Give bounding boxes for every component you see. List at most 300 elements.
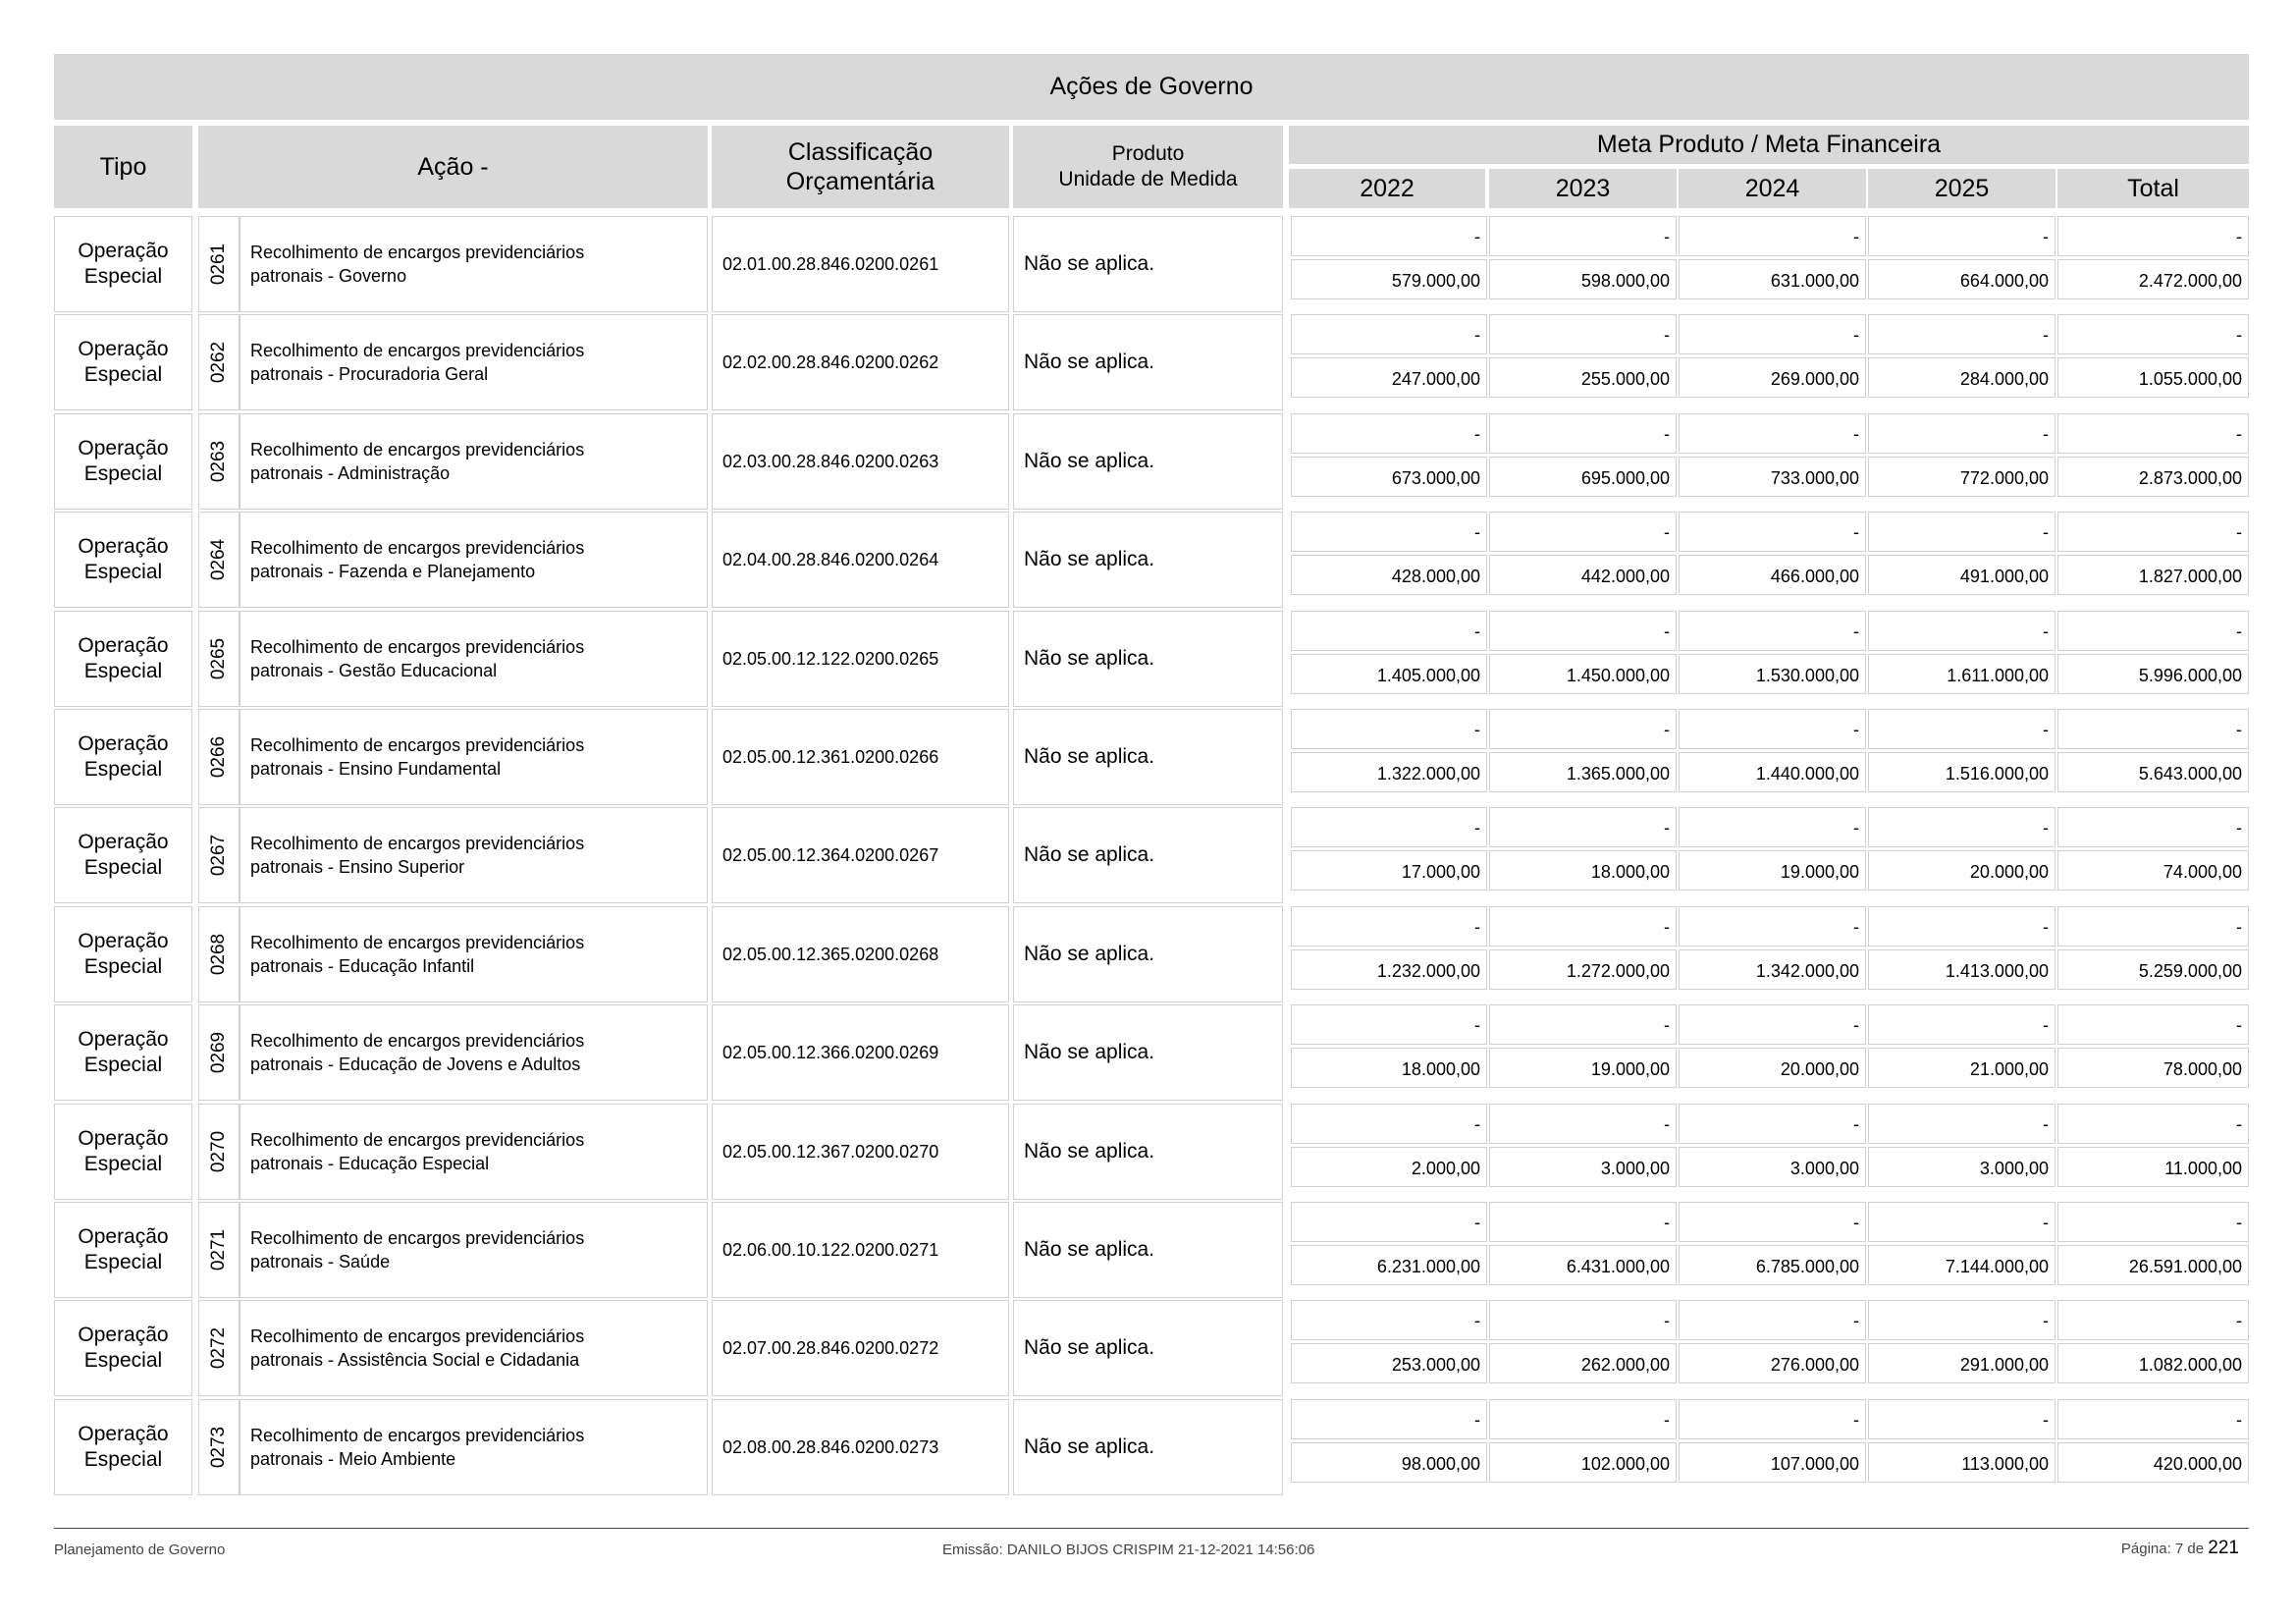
- header-classificacao: [712, 126, 1009, 208]
- meta-produto-cell: -: [1291, 413, 1487, 454]
- header-meta-label: Meta Produto / Meta Financeira: [1596, 131, 1942, 158]
- meta-produto-cell: -: [1489, 1300, 1677, 1340]
- meta-financeira-cell: 18.000,00: [1489, 850, 1677, 891]
- meta-produto-cell: -: [1489, 1104, 1677, 1144]
- classificacao-cell: [712, 413, 1009, 510]
- header-produto: [1013, 126, 1283, 208]
- meta-produto-cell: -: [1679, 1202, 1866, 1242]
- tipo-line2: Especial: [83, 1251, 163, 1273]
- produto-cell: [1013, 216, 1283, 312]
- action-name-line1: Recolhimento de encargos previdenciários: [250, 440, 585, 460]
- tipo-line2: Especial: [83, 363, 163, 386]
- meta-financeira-cell: 21.000,00: [1868, 1048, 2056, 1088]
- classificacao-value: 02.05.00.12.367.0200.0270: [722, 1141, 939, 1162]
- action-code-cell: [198, 807, 240, 903]
- action-name-cell: [240, 1104, 708, 1200]
- classificacao-cell: [712, 1004, 1009, 1101]
- footer-divider: [54, 1528, 2249, 1529]
- tipo-line1: Operação: [78, 1423, 169, 1445]
- meta-produto-cell: -: [1868, 1300, 2056, 1340]
- tipo-cell: [54, 1004, 192, 1101]
- tipo-cell: [54, 1399, 192, 1495]
- tipo-line1: Operação: [78, 1324, 169, 1346]
- action-name-cell: [240, 709, 708, 805]
- meta-financeira-cell: 466.000,00: [1679, 555, 1866, 595]
- meta-financeira-cell: 102.000,00: [1489, 1442, 1677, 1483]
- produto-cell: [1013, 413, 1283, 510]
- action-name-cell: [240, 413, 708, 510]
- meta-financeira-cell: 19.000,00: [1679, 850, 1866, 891]
- action-name-line1: Recolhimento de encargos previdenciários: [250, 834, 585, 853]
- meta-produto-cell: -: [1679, 1104, 1866, 1144]
- action-code: 0270: [208, 1130, 229, 1173]
- table-row: [0, 1104, 2296, 1200]
- action-name-line1: Recolhimento de encargos previdenciários: [250, 933, 585, 952]
- meta-produto-cell: -: [2057, 611, 2249, 651]
- meta-financeira-cell: 1.827.000,00: [2057, 555, 2249, 595]
- action-name-cell: [240, 216, 708, 312]
- meta-financeira-cell: 17.000,00: [1291, 850, 1487, 891]
- header-acao: [198, 126, 708, 208]
- tipo-line2: Especial: [83, 561, 163, 583]
- produto-cell: [1013, 314, 1283, 410]
- action-code: 0264: [208, 538, 229, 581]
- classificacao-value: 02.01.00.28.846.0200.0261: [722, 253, 939, 274]
- action-code-cell: [198, 512, 240, 608]
- classificacao-value: 02.07.00.28.846.0200.0272: [722, 1337, 939, 1358]
- header-produto-line2: Unidade de Medida: [1058, 168, 1238, 190]
- meta-produto-cell: -: [1489, 413, 1677, 454]
- meta-financeira-cell: 276.000,00: [1679, 1343, 1866, 1383]
- action-code-cell: [198, 216, 240, 312]
- header-tipo-label: Tipo: [99, 152, 147, 181]
- action-code: 0267: [208, 834, 229, 877]
- action-name-cell: [240, 1004, 708, 1101]
- produto-value: Não se aplica.: [1024, 450, 1155, 472]
- meta-financeira-cell: 26.591.000,00: [2057, 1245, 2249, 1285]
- header-meta: [1289, 126, 2249, 164]
- meta-financeira-cell: 491.000,00: [1868, 555, 2056, 595]
- meta-produto-cell: -: [1679, 314, 1866, 354]
- produto-cell: [1013, 512, 1283, 608]
- meta-produto-cell: -: [1679, 611, 1866, 651]
- meta-produto-cell: -: [2057, 1399, 2249, 1439]
- tipo-cell: [54, 807, 192, 903]
- action-code-cell: [198, 1399, 240, 1495]
- tipo-cell: [54, 216, 192, 312]
- action-code-cell: [198, 1004, 240, 1101]
- meta-produto-cell: -: [1291, 1399, 1487, 1439]
- action-code: 0272: [208, 1326, 229, 1370]
- tipo-line1: Operação: [78, 535, 169, 558]
- meta-financeira-cell: 20.000,00: [1679, 1048, 1866, 1088]
- produto-value: Não se aplica.: [1024, 1435, 1155, 1458]
- action-name-cell: [240, 314, 708, 410]
- produto-value: Não se aplica.: [1024, 1041, 1155, 1063]
- page-title: Ações de Governo: [54, 54, 2249, 120]
- meta-produto-cell: -: [1868, 413, 2056, 454]
- produto-value: Não se aplica.: [1024, 1238, 1155, 1261]
- meta-produto-cell: -: [1291, 512, 1487, 552]
- action-name-line2: patronais - Assistência Social e Cidadania: [250, 1350, 580, 1370]
- action-name-cell: [240, 512, 708, 608]
- action-name-cell: [240, 611, 708, 707]
- produto-value: Não se aplica.: [1024, 351, 1155, 373]
- action-code: 0271: [208, 1228, 229, 1271]
- table-row: [0, 1399, 2296, 1495]
- tipo-cell: [54, 1104, 192, 1200]
- tipo-cell: [54, 1202, 192, 1298]
- footer-page: [2121, 1538, 2239, 1559]
- meta-produto-cell: -: [1679, 807, 1866, 847]
- meta-financeira-cell: 673.000,00: [1291, 457, 1487, 497]
- header-classificacao-line2: Orçamentária: [785, 168, 935, 195]
- tipo-line1: Operação: [78, 930, 169, 952]
- meta-produto-cell: -: [1291, 1300, 1487, 1340]
- header-acao-label: Ação -: [417, 152, 489, 181]
- meta-financeira-cell: 78.000,00: [2057, 1048, 2249, 1088]
- meta-produto-cell: -: [1489, 709, 1677, 749]
- meta-produto-cell: -: [2057, 709, 2249, 749]
- table-row: [0, 216, 2296, 312]
- meta-produto-cell: -: [2057, 512, 2249, 552]
- table-row: [0, 1004, 2296, 1101]
- classificacao-cell: [712, 1399, 1009, 1495]
- action-name-line1: Recolhimento de encargos previdenciários: [250, 243, 585, 262]
- tipo-cell: [54, 413, 192, 510]
- meta-produto-cell: -: [2057, 807, 2249, 847]
- tipo-line2: Especial: [83, 1054, 163, 1076]
- footer-emission: Emissão: DANILO BIJOS CRISPIM 21-12-2021 14:56:06: [942, 1542, 1315, 1558]
- meta-produto-cell: -: [1291, 709, 1487, 749]
- meta-produto-cell: -: [1489, 1399, 1677, 1439]
- produto-cell: [1013, 709, 1283, 805]
- action-name-line1: Recolhimento de encargos previdenciários: [250, 538, 585, 558]
- produto-value: Não se aplica.: [1024, 647, 1155, 670]
- tipo-line2: Especial: [83, 1153, 163, 1175]
- classificacao-value: 02.08.00.28.846.0200.0273: [722, 1436, 939, 1457]
- table-row: [0, 314, 2296, 410]
- header-produto-line1: Produto: [1111, 142, 1185, 165]
- action-code-cell: [198, 1104, 240, 1200]
- table-row: [0, 1202, 2296, 1298]
- meta-financeira-cell: 1.405.000,00: [1291, 654, 1487, 694]
- action-name-line2: patronais - Administração: [250, 463, 451, 483]
- meta-financeira-cell: 1.413.000,00: [1868, 949, 2056, 990]
- action-name-cell: [240, 1202, 708, 1298]
- action-code: 0269: [208, 1031, 229, 1074]
- action-name-line2: patronais - Educação Infantil: [250, 956, 475, 976]
- meta-financeira-cell: 3.000,00: [1679, 1147, 1866, 1187]
- tipo-cell: [54, 611, 192, 707]
- meta-financeira-cell: 5.643.000,00: [2057, 752, 2249, 792]
- header-year-2022: [1289, 169, 1485, 208]
- meta-produto-cell: -: [1868, 314, 2056, 354]
- meta-produto-cell: -: [2057, 1202, 2249, 1242]
- meta-produto-cell: -: [1291, 611, 1487, 651]
- tipo-line2: Especial: [83, 660, 163, 682]
- action-code: 0268: [208, 933, 229, 976]
- meta-produto-cell: -: [2057, 216, 2249, 256]
- meta-produto-cell: -: [1868, 512, 2056, 552]
- header-year-2025: [1868, 169, 2056, 208]
- action-code-cell: [198, 709, 240, 805]
- tipo-line1: Operação: [78, 732, 169, 755]
- classificacao-value: 02.02.00.28.846.0200.0262: [722, 352, 939, 372]
- header-year-label: 2022: [1360, 174, 1415, 202]
- produto-cell: [1013, 807, 1283, 903]
- classificacao-cell: [712, 611, 1009, 707]
- tipo-line1: Operação: [78, 338, 169, 360]
- produto-cell: [1013, 1004, 1283, 1101]
- meta-financeira-cell: 420.000,00: [2057, 1442, 2249, 1483]
- meta-financeira-cell: 247.000,00: [1291, 357, 1487, 398]
- tipo-line2: Especial: [83, 1448, 163, 1471]
- action-name-cell: [240, 1300, 708, 1396]
- meta-produto-cell: -: [1868, 1202, 2056, 1242]
- tipo-line2: Especial: [83, 265, 163, 288]
- meta-produto-cell: -: [1868, 906, 2056, 947]
- action-name-cell: [240, 1399, 708, 1495]
- meta-financeira-cell: 1.440.000,00: [1679, 752, 1866, 792]
- produto-value: Não se aplica.: [1024, 943, 1155, 965]
- action-code-cell: [198, 611, 240, 707]
- action-code: 0265: [208, 637, 229, 680]
- header-year-label: 2024: [1744, 174, 1800, 202]
- action-name-line2: patronais - Fazenda e Planejamento: [250, 562, 536, 581]
- classificacao-cell: [712, 807, 1009, 903]
- produto-value: Não se aplica.: [1024, 745, 1155, 768]
- meta-financeira-cell: 1.232.000,00: [1291, 949, 1487, 990]
- classificacao-value: 02.06.00.10.122.0200.0271: [722, 1239, 939, 1260]
- action-name-line1: Recolhimento de encargos previdenciários: [250, 1130, 585, 1150]
- meta-produto-cell: -: [1868, 216, 2056, 256]
- produto-cell: [1013, 611, 1283, 707]
- classificacao-cell: [712, 709, 1009, 805]
- meta-financeira-cell: 695.000,00: [1489, 457, 1677, 497]
- produto-value: Não se aplica.: [1024, 843, 1155, 866]
- meta-financeira-cell: 6.431.000,00: [1489, 1245, 1677, 1285]
- meta-financeira-cell: 2.472.000,00: [2057, 259, 2249, 299]
- action-name-line2: patronais - Procuradoria Geral: [250, 364, 489, 384]
- table-row: [0, 413, 2296, 510]
- produto-value: Não se aplica.: [1024, 1140, 1155, 1163]
- tipo-line2: Especial: [83, 462, 163, 485]
- table-row: [0, 709, 2296, 805]
- table-row: [0, 611, 2296, 707]
- meta-produto-cell: -: [1291, 314, 1487, 354]
- tipo-cell: [54, 1300, 192, 1396]
- meta-financeira-cell: 20.000,00: [1868, 850, 2056, 891]
- classificacao-value: 02.04.00.28.846.0200.0264: [722, 549, 939, 569]
- produto-cell: [1013, 906, 1283, 1002]
- tipo-line2: Especial: [83, 856, 163, 879]
- meta-financeira-cell: 1.055.000,00: [2057, 357, 2249, 398]
- header-tipo: [54, 126, 192, 208]
- meta-financeira-cell: 269.000,00: [1679, 357, 1866, 398]
- meta-financeira-cell: 733.000,00: [1679, 457, 1866, 497]
- action-code: 0266: [208, 735, 229, 779]
- meta-financeira-cell: 18.000,00: [1291, 1048, 1487, 1088]
- classificacao-value: 02.05.00.12.361.0200.0266: [722, 746, 939, 767]
- classificacao-cell: [712, 906, 1009, 1002]
- meta-produto-cell: -: [1291, 807, 1487, 847]
- meta-financeira-cell: 1.365.000,00: [1489, 752, 1677, 792]
- classificacao-value: 02.05.00.12.366.0200.0269: [722, 1042, 939, 1062]
- produto-value: Não se aplica.: [1024, 252, 1155, 275]
- produto-cell: [1013, 1399, 1283, 1495]
- meta-financeira-cell: 255.000,00: [1489, 357, 1677, 398]
- classificacao-cell: [712, 1300, 1009, 1396]
- meta-financeira-cell: 1.272.000,00: [1489, 949, 1677, 990]
- classificacao-value: 02.05.00.12.122.0200.0265: [722, 648, 939, 669]
- meta-produto-cell: -: [1868, 709, 2056, 749]
- meta-financeira-cell: 11.000,00: [2057, 1147, 2249, 1187]
- classificacao-value: 02.05.00.12.364.0200.0267: [722, 844, 939, 865]
- meta-financeira-cell: 7.144.000,00: [1868, 1245, 2056, 1285]
- meta-produto-cell: -: [1679, 216, 1866, 256]
- meta-produto-cell: -: [1679, 1399, 1866, 1439]
- meta-produto-cell: -: [2057, 1004, 2249, 1045]
- action-name-line1: Recolhimento de encargos previdenciários: [250, 341, 585, 360]
- meta-produto-cell: -: [1868, 807, 2056, 847]
- meta-financeira-cell: 74.000,00: [2057, 850, 2249, 891]
- action-name-line1: Recolhimento de encargos previdenciários: [250, 735, 585, 755]
- header-year-2023: [1489, 169, 1677, 208]
- tipo-line2: Especial: [83, 1349, 163, 1372]
- meta-financeira-cell: 664.000,00: [1868, 259, 2056, 299]
- tipo-line1: Operação: [78, 634, 169, 657]
- produto-cell: [1013, 1202, 1283, 1298]
- header-year-label: 2023: [1555, 174, 1611, 202]
- meta-produto-cell: -: [2057, 314, 2249, 354]
- action-name-line2: patronais - Educação de Jovens e Adultos: [250, 1055, 581, 1074]
- action-name-cell: [240, 807, 708, 903]
- tipo-cell: [54, 709, 192, 805]
- meta-produto-cell: -: [1489, 906, 1677, 947]
- tipo-line1: Operação: [78, 1127, 169, 1150]
- action-name-line1: Recolhimento de encargos previdenciários: [250, 1031, 585, 1051]
- action-name-line2: patronais - Saúde: [250, 1252, 391, 1271]
- meta-produto-cell: -: [1489, 512, 1677, 552]
- meta-produto-cell: -: [1489, 611, 1677, 651]
- meta-produto-cell: -: [1489, 1202, 1677, 1242]
- meta-financeira-cell: 284.000,00: [1868, 357, 2056, 398]
- action-name-line2: patronais - Educação Especial: [250, 1154, 490, 1173]
- tipo-line1: Operação: [78, 831, 169, 853]
- meta-produto-cell: -: [2057, 1104, 2249, 1144]
- meta-produto-cell: -: [1868, 611, 2056, 651]
- meta-produto-cell: -: [1679, 512, 1866, 552]
- action-code: 0261: [208, 243, 229, 286]
- table-row: [0, 906, 2296, 1002]
- action-code: 0263: [208, 440, 229, 483]
- meta-produto-cell: -: [1291, 906, 1487, 947]
- action-name-line2: patronais - Ensino Superior: [250, 857, 465, 877]
- classificacao-cell: [712, 314, 1009, 410]
- header-classificacao-line1: Classificação: [787, 138, 934, 166]
- classificacao-cell: [712, 1202, 1009, 1298]
- action-code: 0273: [208, 1426, 229, 1469]
- meta-financeira-cell: 1.516.000,00: [1868, 752, 2056, 792]
- footer-left: Planejamento de Governo: [54, 1542, 226, 1558]
- meta-financeira-cell: 5.996.000,00: [2057, 654, 2249, 694]
- meta-financeira-cell: 6.231.000,00: [1291, 1245, 1487, 1285]
- header-year-label: 2025: [1934, 174, 1990, 202]
- classificacao-value: 02.05.00.12.365.0200.0268: [722, 944, 939, 964]
- meta-financeira-cell: 262.000,00: [1489, 1343, 1677, 1383]
- meta-financeira-cell: 2.000,00: [1291, 1147, 1487, 1187]
- header-year-label: Total: [2127, 174, 2179, 202]
- header-year-total: [2057, 169, 2249, 208]
- classificacao-value: 02.03.00.28.846.0200.0263: [722, 451, 939, 471]
- meta-produto-cell: -: [1291, 216, 1487, 256]
- meta-financeira-cell: 253.000,00: [1291, 1343, 1487, 1383]
- action-code: 0262: [208, 341, 229, 384]
- tipo-cell: [54, 314, 192, 410]
- meta-financeira-cell: 428.000,00: [1291, 555, 1487, 595]
- produto-value: Não se aplica.: [1024, 548, 1155, 570]
- meta-financeira-cell: 2.873.000,00: [2057, 457, 2249, 497]
- meta-financeira-cell: 6.785.000,00: [1679, 1245, 1866, 1285]
- meta-produto-cell: -: [2057, 413, 2249, 454]
- meta-produto-cell: -: [1489, 807, 1677, 847]
- produto-cell: [1013, 1300, 1283, 1396]
- tipo-cell: [54, 906, 192, 1002]
- meta-financeira-cell: 631.000,00: [1679, 259, 1866, 299]
- action-name-line1: Recolhimento de encargos previdenciários: [250, 1326, 585, 1346]
- tipo-line1: Operação: [78, 1225, 169, 1248]
- classificacao-cell: [712, 512, 1009, 608]
- meta-produto-cell: -: [1679, 1300, 1866, 1340]
- classificacao-cell: [712, 216, 1009, 312]
- meta-produto-cell: -: [1291, 1104, 1487, 1144]
- action-name-line1: Recolhimento de encargos previdenciários: [250, 1426, 585, 1445]
- meta-produto-cell: -: [1679, 709, 1866, 749]
- meta-financeira-cell: 1.082.000,00: [2057, 1343, 2249, 1383]
- meta-produto-cell: -: [1868, 1399, 2056, 1439]
- action-name-line1: Recolhimento de encargos previdenciários: [250, 637, 585, 657]
- tipo-line2: Especial: [83, 758, 163, 781]
- meta-financeira-cell: 113.000,00: [1868, 1442, 2056, 1483]
- meta-financeira-cell: 1.611.000,00: [1868, 654, 2056, 694]
- meta-produto-cell: -: [1291, 1202, 1487, 1242]
- action-name-line2: patronais - Governo: [250, 266, 407, 286]
- meta-produto-cell: -: [2057, 1300, 2249, 1340]
- meta-financeira-cell: 5.259.000,00: [2057, 949, 2249, 990]
- meta-produto-cell: -: [1868, 1104, 2056, 1144]
- meta-produto-cell: -: [1679, 413, 1866, 454]
- action-code-cell: [198, 413, 240, 510]
- meta-financeira-cell: 598.000,00: [1489, 259, 1677, 299]
- table-row: [0, 512, 2296, 608]
- tipo-line2: Especial: [83, 955, 163, 978]
- action-name-line1: Recolhimento de encargos previdenciários: [250, 1228, 585, 1248]
- action-name-line2: patronais - Ensino Fundamental: [250, 759, 502, 779]
- header-year-2024: [1679, 169, 1866, 208]
- meta-produto-cell: -: [1489, 1004, 1677, 1045]
- action-code-cell: [198, 1300, 240, 1396]
- table-row: [0, 1300, 2296, 1396]
- meta-financeira-cell: 98.000,00: [1291, 1442, 1487, 1483]
- meta-financeira-cell: 442.000,00: [1489, 555, 1677, 595]
- meta-financeira-cell: 579.000,00: [1291, 259, 1487, 299]
- meta-produto-cell: -: [1679, 1004, 1866, 1045]
- meta-financeira-cell: 1.450.000,00: [1489, 654, 1677, 694]
- meta-produto-cell: -: [1489, 216, 1677, 256]
- meta-financeira-cell: 19.000,00: [1489, 1048, 1677, 1088]
- meta-produto-cell: -: [1291, 1004, 1487, 1045]
